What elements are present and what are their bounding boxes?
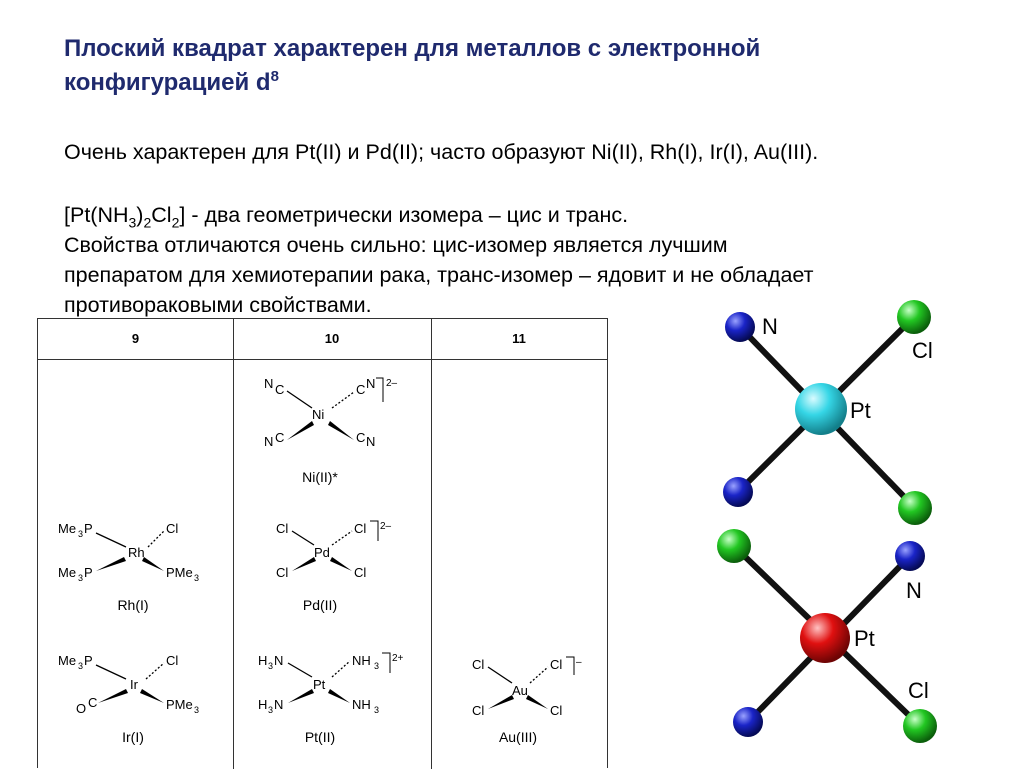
svg-text:Pt: Pt <box>850 398 871 423</box>
nitrogen-atom <box>723 477 753 507</box>
complex-label-au: Au(III) <box>498 729 538 745</box>
svg-text:N: N <box>762 314 778 339</box>
svg-text:PMe: PMe <box>166 697 193 712</box>
complex-label-ir: Ir(I) <box>122 729 144 745</box>
svg-text:C: C <box>88 695 98 710</box>
svg-text:Cl: Cl <box>550 657 563 672</box>
svg-text:Pd: Pd <box>314 545 330 560</box>
svg-text:Cl: Cl <box>472 657 485 672</box>
svg-text:3: 3 <box>268 661 274 671</box>
svg-text:3: 3 <box>78 573 84 583</box>
column-header-9: 9 <box>131 331 140 346</box>
svg-text:3: 3 <box>374 661 380 671</box>
cis-isomer-model <box>700 528 960 773</box>
svg-text:Cl: Cl <box>912 338 933 363</box>
svg-text:Au: Au <box>512 683 528 698</box>
svg-text:Cl: Cl <box>166 653 179 668</box>
column-header-11: 11 <box>512 331 526 346</box>
complex-label-pt: Pt(II) <box>304 729 336 745</box>
column-divider <box>233 319 234 769</box>
nitrogen-atom <box>725 312 755 342</box>
complex-rh <box>56 519 226 589</box>
metal-center: Ni <box>312 407 325 422</box>
svg-text:P: P <box>84 653 93 668</box>
svg-text:Cl: Cl <box>276 565 289 580</box>
svg-text:P: P <box>84 521 93 536</box>
complexes-table <box>37 318 608 768</box>
svg-text:2–: 2– <box>386 378 398 389</box>
svg-text:N: N <box>274 653 284 668</box>
complex-label-pd: Pd(II) <box>302 597 338 613</box>
trans-isomer-model <box>700 290 960 535</box>
svg-text:Me: Me <box>58 565 77 580</box>
platinum-atom <box>795 383 847 435</box>
title-line-2: конфигурацией $d^8$ <box>64 68 279 96</box>
svg-text:N: N <box>906 578 922 603</box>
table-header <box>38 319 607 360</box>
ligand-cn: C <box>356 382 366 397</box>
svg-text:3: 3 <box>78 661 84 671</box>
svg-text:Cl: Cl <box>354 521 367 536</box>
svg-text:Me: Me <box>58 653 77 668</box>
paragraph-metals: Очень характерен для Pt(II) и Pd(II); часто образуют Ni(II), Rh(I), Ir(I), Au(III). <box>64 140 819 164</box>
svg-text:2–: 2– <box>380 521 392 532</box>
complex-label-rh: Rh(I) <box>117 597 149 613</box>
chlorine-atom <box>897 300 931 334</box>
svg-text:H: H <box>258 697 268 712</box>
svg-text:3: 3 <box>194 573 200 583</box>
column-divider <box>431 319 432 769</box>
svg-text:N: N <box>366 434 376 449</box>
platinum-atom <box>800 613 850 663</box>
page-title <box>64 32 964 100</box>
ligand-nc: N <box>264 376 274 391</box>
svg-text:Cl: Cl <box>472 703 485 718</box>
complex-au <box>470 653 620 723</box>
svg-text:P: P <box>84 565 93 580</box>
svg-text:NH: NH <box>352 697 371 712</box>
ligand-cn: C <box>356 430 366 445</box>
isomers-line-2: Свойства отличаются очень сильно: цис-изомер является лучшим <box>64 233 728 257</box>
svg-text:O: O <box>76 701 87 716</box>
svg-text:Me: Me <box>58 521 77 536</box>
chlorine-atom <box>903 709 937 743</box>
svg-text:Cl: Cl <box>276 521 289 536</box>
chlorine-atom <box>717 529 751 563</box>
isomers-line-1: $[Pt(NH_3)_2Cl_2]$ - два геометрически изомера – цис и транс. <box>64 203 629 231</box>
svg-text:Cl: Cl <box>908 678 929 703</box>
svg-text:2+: 2+ <box>392 653 404 664</box>
complex-label-ni: Ni(II)* <box>302 469 338 485</box>
nitrogen-atom <box>733 707 763 737</box>
svg-text:3: 3 <box>374 705 380 715</box>
complex-pt <box>256 649 426 719</box>
svg-text:Rh: Rh <box>128 545 145 560</box>
chlorine-atom <box>898 491 932 525</box>
svg-text:C: C <box>275 382 285 397</box>
svg-text:3: 3 <box>268 705 274 715</box>
nitrogen-atom <box>895 541 925 571</box>
svg-text:N: N <box>366 376 376 391</box>
ligand-nc: N <box>264 434 274 449</box>
title-line-1: Плоский квадрат характерен для металлов с электронной <box>64 35 761 62</box>
svg-text:Cl: Cl <box>166 521 179 536</box>
svg-text:H: H <box>258 653 268 668</box>
svg-text:Ir: Ir <box>130 677 138 692</box>
svg-text:Pt: Pt <box>313 677 326 692</box>
svg-text:PMe: PMe <box>166 565 193 580</box>
svg-text:N: N <box>274 697 284 712</box>
svg-text:Cl: Cl <box>354 565 367 580</box>
complex-ir <box>56 651 226 721</box>
svg-text:3: 3 <box>78 529 84 539</box>
svg-text:C: C <box>275 430 285 445</box>
svg-text:NH: NH <box>352 653 371 668</box>
complex-pd <box>274 519 424 589</box>
svg-text:3: 3 <box>194 705 200 715</box>
complex-ni <box>260 374 420 464</box>
isomers-line-3: препаратом для хемиотерапии рака, транс-изомер – ядовит и не обладает <box>64 263 814 287</box>
svg-text:Pt: Pt <box>854 626 875 651</box>
svg-text:Cl: Cl <box>550 703 563 718</box>
svg-text:–: – <box>576 657 582 668</box>
column-header-10: 10 <box>324 331 340 346</box>
isomers-line-4: противораковыми свойствами. <box>64 293 372 317</box>
